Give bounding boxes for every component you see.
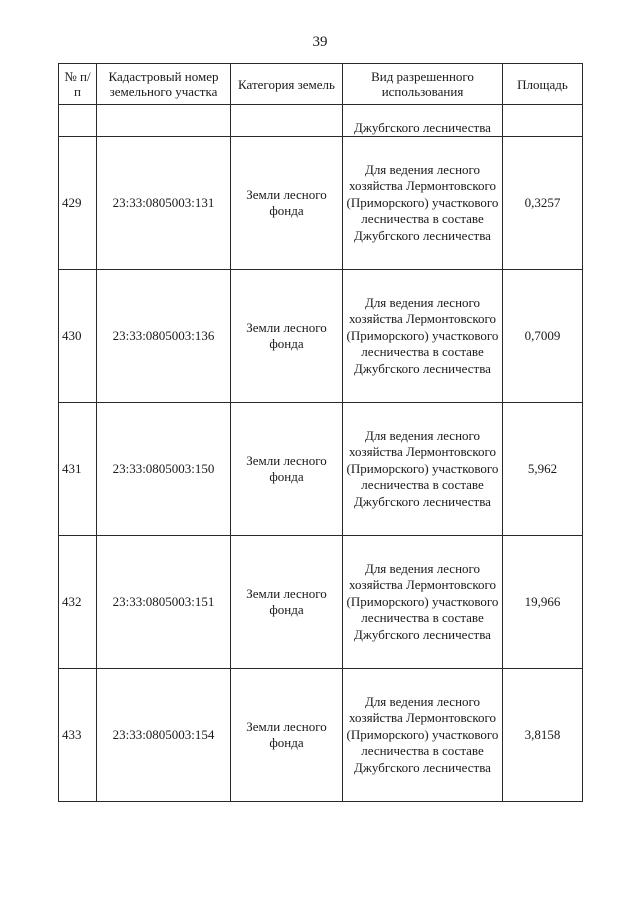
cell-num: 430 — [59, 270, 97, 403]
cell-num: 429 — [59, 137, 97, 270]
header-area: Площадь — [503, 64, 583, 105]
header-land-category: Категория земель — [231, 64, 343, 105]
cell-permitted-use: Для ведения лесного хозяйства Лермонтовского (Приморского) участкового лесничества в составе Джубгского лесничества — [343, 137, 503, 270]
cell-area — [503, 105, 583, 137]
page-number: 39 — [312, 34, 328, 50]
cell-num — [59, 105, 97, 137]
cell-cadastral-number: 23:33:0805003:154 — [97, 669, 231, 802]
cell-permitted-use: Джубгского лесничества — [343, 105, 503, 137]
cell-area: 0,7009 — [503, 270, 583, 403]
cell-permitted-use: Для ведения лесного хозяйства Лермонтовского (Приморского) участкового лесничества в составе Джубгского лесничества — [343, 669, 503, 802]
header-num: № п/п — [59, 64, 97, 105]
cell-area: 19,966 — [503, 536, 583, 669]
cell-land-category: Земли лесного фонда — [231, 536, 343, 669]
cell-cadastral-number: 23:33:0805003:151 — [97, 536, 231, 669]
cell-area: 3,8158 — [503, 669, 583, 802]
cell-cadastral-number: 23:33:0805003:150 — [97, 403, 231, 536]
cell-permitted-use: Для ведения лесного хозяйства Лермонтовского (Приморского) участкового лесничества в составе Джубгского лесничества — [343, 403, 503, 536]
cell-cadastral-number: 23:33:0805003:131 — [97, 137, 231, 270]
cell-num: 432 — [59, 536, 97, 669]
header-permitted-use: Вид разрешенного использования — [343, 64, 503, 105]
cell-land-category: Земли лесного фонда — [231, 669, 343, 802]
cell-permitted-use: Для ведения лесного хозяйства Лермонтовского (Приморского) участкового лесничества в составе Джубгского лесничества — [343, 270, 503, 403]
cell-cadastral-number — [97, 105, 231, 137]
cell-cadastral-number: 23:33:0805003:136 — [97, 270, 231, 403]
table-header-row — [59, 64, 583, 105]
header-cadastral-number: Кадастровый номер земельного участка — [97, 64, 231, 105]
cell-permitted-use: Для ведения лесного хозяйства Лермонтовского (Приморского) участкового лесничества в составе Джубгского лесничества — [343, 536, 503, 669]
table-row — [59, 669, 583, 802]
cell-land-category: Земли лесного фонда — [231, 270, 343, 403]
table-row — [59, 137, 583, 270]
cell-area: 0,3257 — [503, 137, 583, 270]
cell-num: 433 — [59, 669, 97, 802]
cell-land-category: Земли лесного фонда — [231, 137, 343, 270]
table-row — [59, 270, 583, 403]
cell-num: 431 — [59, 403, 97, 536]
cell-land-category: Земли лесного фонда — [231, 403, 343, 536]
table-row-continuation — [59, 105, 583, 137]
land-plots-table — [58, 63, 583, 802]
cell-area: 5,962 — [503, 403, 583, 536]
table-row — [59, 536, 583, 669]
cell-land-category — [231, 105, 343, 137]
table-row — [59, 403, 583, 536]
